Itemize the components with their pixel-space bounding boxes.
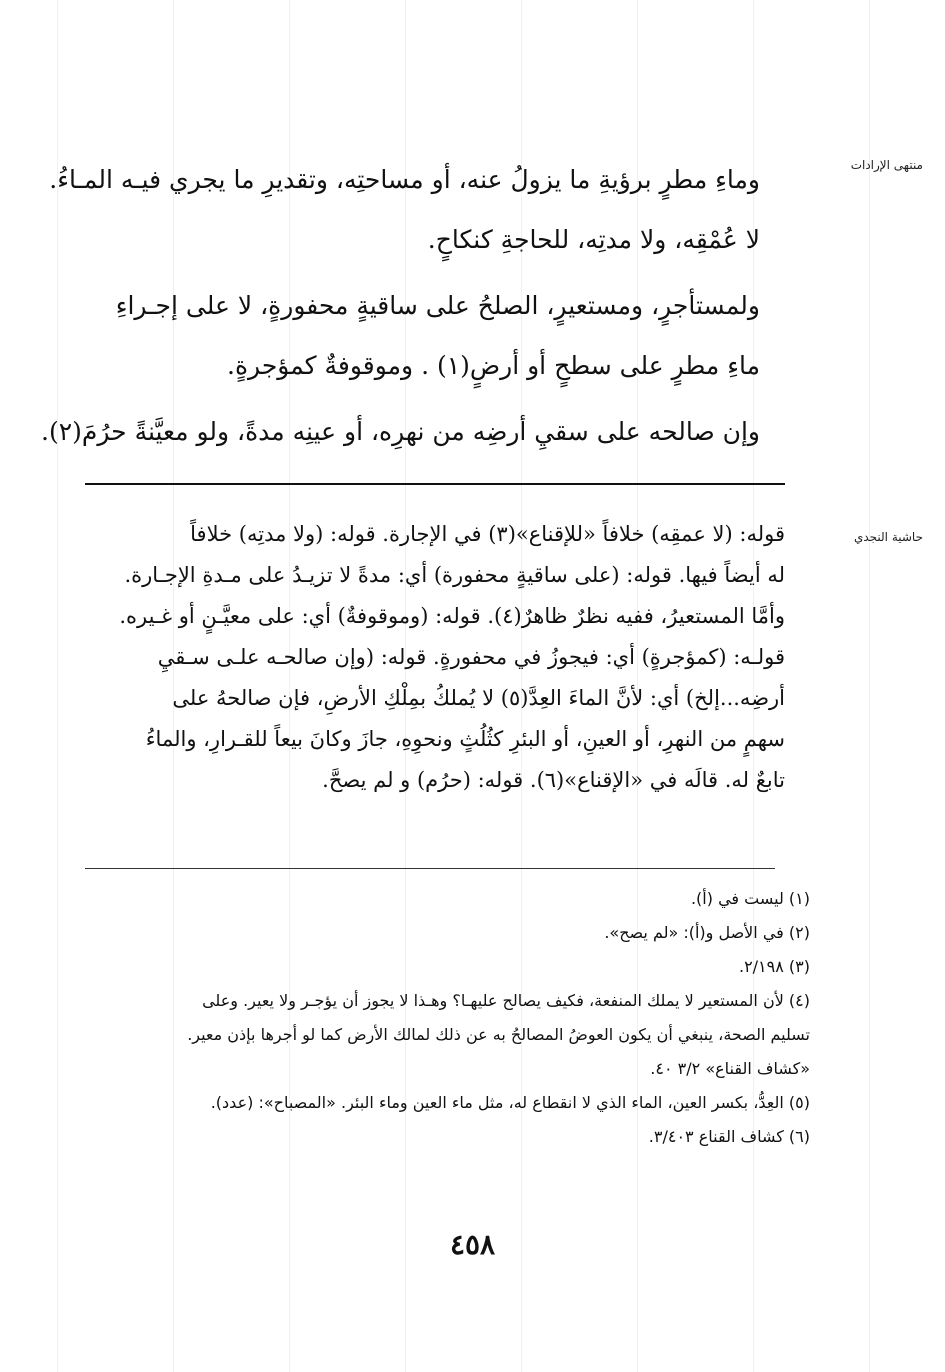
footnotes-block xyxy=(90,882,810,1154)
footnote: (٢) في الأصل و(أ): «لم يصح». xyxy=(604,923,810,942)
main-text-block xyxy=(41,150,760,462)
footnote: تسليم الصحة، ينبغي أن يكون العوضُ المصالحُ به عن ذلك لمالك الأرض كما لو أجرها بإذن معير. xyxy=(187,1025,810,1044)
footnote: (٥) العِدُّ، بكسر العين، الماء الذي لا انقطاع له، مثل ماء العين وماء البئر. «المصباح»: (عدد). xyxy=(210,1093,810,1112)
main-text-line: وإن صالحه على سقيِ أرضِه من نهرِه، أو عينِه مدةً، ولو معيَّنةً حرُمَ(٢). xyxy=(41,417,760,446)
page-number: ٤٥٨ xyxy=(449,1228,496,1261)
section-divider xyxy=(85,483,785,485)
commentary-line: أرضِه...إلخ) أي: لأنَّ الماءَ العِدَّ(٥) لا يُملكُ بمِلْكِ الأرضِ، فإن صالحهُ على xyxy=(172,686,785,710)
commentary-line: له أيضاً فيها. قوله: (على ساقيةٍ محفورة) أي: مدةً لا تزيـدُ على مـدةِ الإجـارة. xyxy=(124,563,785,587)
commentary-line: وأمَّا المستعيرُ، ففيه نظرٌ ظاهرٌ(٤). قوله: (وموقوفةٌ) أي: على معيَّـنٍ أو غـيره. xyxy=(119,604,785,628)
footnote: (٣) ٢/١٩٨. xyxy=(738,957,810,976)
footnote-divider xyxy=(85,868,775,869)
margin-label-hashiya: حاشية النجدي xyxy=(853,530,923,544)
commentary-line: سهمٍ من النهرِ، أو العينِ، أو البئرِ كثُلُثٍ ونحوِهِ، جازَ وكانَ بيعاً للقـرارِ، والماءُ xyxy=(145,727,785,751)
main-text-line: ماءِ مطرٍ على سطحٍ أو أرضٍ(١) . وموقوفةٌ كمؤجرةٍ. xyxy=(227,351,760,380)
main-text-line: ولمستأجرٍ، ومستعيرٍ، الصلحُ على ساقيةٍ محفورةٍ، لا على إجـراءِ xyxy=(115,291,760,320)
commentary-line: قولـه: (كمؤجرةٍ) أي: فيجوزُ في محفورةٍ. قوله: (وإن صالحـه علـى سـقيِ xyxy=(157,645,785,669)
main-text-line: لا عُمْقِه، ولا مدتِه، للحاجةِ كنكاحٍ. xyxy=(427,225,760,254)
footnote: (٤) لأن المستعير لا يملك المنفعة، فكيف يصالح عليهـا؟ وهـذا لا يجوز أن يؤجـر ولا يعير. وعلى xyxy=(202,991,810,1010)
commentary-line: تابعٌ له. قالَه في «الإقناع»(٦). قوله: (حرُم) و لم يصحَّ. xyxy=(322,768,785,792)
footnote: (٦) كشاف القناع ٣/٤٠٣. xyxy=(648,1127,810,1146)
main-text-line: وماءِ مطرٍ برؤيةِ ما يزولُ عنه، أو مساحتِه، وتقديرِ ما يجري فيـه المـاءُ. xyxy=(49,165,760,194)
margin-label-muntaha: منتهى الإرادات xyxy=(850,158,923,172)
commentary-line: قوله: (لا عمقِه) خلافاً «للإقناع»(٣) في الإجارة. قوله: (ولا مدتِه) خلافاً xyxy=(190,522,785,546)
commentary-block xyxy=(85,514,785,801)
footnote: (١) ليست في (أ). xyxy=(690,889,810,908)
footnote: «كشاف القناع» ٣/٢ ٤٠. xyxy=(650,1059,810,1078)
